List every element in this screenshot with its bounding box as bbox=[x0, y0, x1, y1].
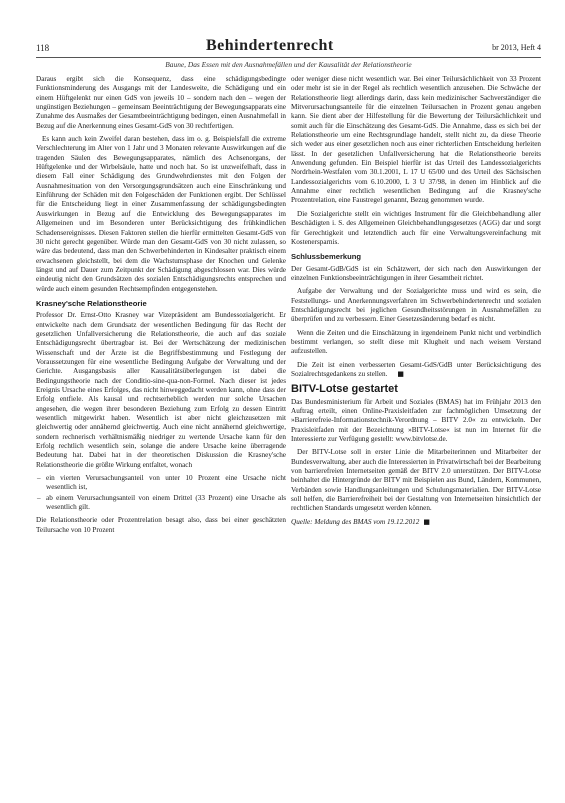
paragraph: Aufgabe der Verwaltung und der Sozialgerichte muss und wird es sein, die Feststellungs- und Anerkennungsverfahren im Schwerbehindertenrecht und sozialen Entschädigungsrecht bei jeglichen Gesundheitsstörungen in Ausnahmefällen zu überprüfen und zu verbessern. Einer Gesetzesänderung bedarf es nicht. bbox=[291, 287, 541, 324]
page-header bbox=[36, 39, 541, 58]
paragraph: Es kann auch kein Zweifel daran bestehen, dass im o. g. Beispielsfall die extreme Verschlechterung im Alter von 1 Jahr und 3 Monaten relevante Auswirkungen auf die tragenden Säulen des Bewegungsapparates, nämlich des Achsenorgans, der Hüftgelenke und der Wirbelsäule, hatte und noch hat. So ist unzweifelhaft, dass in diesem Fall einer Schädigung des Grundwehrdienstes mit den Folgen der Ausnahmesituation von den Versorgungsgrundsätzen auch eine Einschränkung und Einführung der Schäden mit den Folgeschäden der Funktionen ergibt. Der Schlüssel für die Entscheidung liegt in einer Zusammenfassung der schädigungsbedingten Auswirkungen in Bezug auf die Entwicklung des Bewegungsapparates im Allgemeinen und im Besonderen unter Berücksichtigung des frühkindlichen Schadensereignisses. Diesen Faktoren stellen die hierfür ermittelten Gesamt-GdS von 30 nicht gerecht gegenüber. Würde man den Gesamt-GdS von 30 nicht zulassen, so wäre das bedeutend, dass man den Schwerbehinderten in Kindesalter praktisch einem erwachsenen gleichstellt, bei dem die Wachstumsphase der Knochen und Gelenke längst und auf Dauer zum Zeitpunkt der Schädigung abgeschlossen war. Dies würde eindeutig nicht den Grundsätzen des sozialen Entschädigungsrechts entsprechen und würde auch einem gesunden Rechtsempfinden entgegenstehen. bbox=[36, 135, 286, 293]
paragraph: Wenn die Zeiten und die Einschätzung in irgendeinem Punkt nicht und verbindlich bestimmt verlangen, so stellt diese mit Klugheit und nach weisem Verstand aufzustellen. bbox=[291, 328, 541, 356]
paragraph: Daraus ergibt sich die Konsequenz, dass eine schädigungsbedingte Funktionsminderung des Ausgangs mit der Landesweite, die Schädigung und ein einem Hüftgelenkt nur einen GdS von jeweils 10 – sondern nach den – wegen der ungünstigen Beziehungen – gemeinsam Beeinträchtigung der Bewegungsapparats eine Zunahme des Ausmaßes der Gesamtbeeinträchtigung bedingen, einen Ausnahmefall in Bezug auf die Anerkennung eines Gesamt-GdS von 30 rechtfertigen. bbox=[36, 75, 286, 130]
running-head: Baune, Das Essen mit den Ausnahmefällen und der Kausalität der Relationstheorie bbox=[165, 60, 412, 69]
bullet-list bbox=[36, 474, 286, 512]
paragraph: Die Sozialgerichte stellt ein wichtiges Instrument für die Gleichbehandlung aller Beschädigten i. S. des Allgemeinen Gleichbehandlungsgesetzes (AGG) dar und sorgt für Gerechtigkeit und letztendlich auch für eine Verwaltungsvereinfachung mit Kostenersparnis. bbox=[291, 209, 541, 246]
left-column bbox=[36, 75, 286, 539]
end-mark-icon: ■ bbox=[423, 517, 430, 526]
paragraph: Professor Dr. Ernst-Otto Krasney war Vizepräsident am Bundessozialgericht. Er entwickelte nach dem Grundsatz der wesentlichen Bedingung für das Recht der gesetzlichen Unfallversicherung die Relationstheorie, die auch auf das soziale Entschädigungsrecht übertragbar ist. Bei der Wertschätzung der medizinischen Wissenschaft und der Ärzte ist die Begriffsbestimmung und Festlegung der Voraussetzungen für eine wesentliche Bedingung Aufgabe der Verwaltung und der Gerichte. Ausgangsbasis aller Kausalitätsüberlegungen ist dabei die Bedingungstheorie nach der Conditio-sine-qua-non-Formel. Nach dieser ist jedes Ereignis Ursache eines Erfolges, das nicht hinweggedacht werden kann, ohne dass der Erfolg entfiele. Als kausal und rechtserheblich werden nur solche Ursachen angesehen, die wegen ihrer besonderen Beziehung zum Erfolg zu dessen Eintritt wesentlich mitgewirkt haben. Wesentlich ist aber nicht gleichzusetzen mit gleichwertig oder annähernd gleichwertig. Auch eine nicht annähernd gleichwertige, sondern rechnerisch verhältnismäßig niedriger zu wertende Ursache kann für den Erfolg rechtlich wesentlich sein, solange die andere Ursache keine überragende Bedeutung hat. Dabei hat in der theoretischen Diskussion die Krasney'sche Relationstheorie die größte Wirkung entfaltet, wonach bbox=[36, 311, 286, 469]
paragraph: Das Bundesministerium für Arbeit und Soziales (BMAS) hat im Frühjahr 2013 den Auftrag erteilt, einen Online-Praxisleitfaden zur fachmöglichen Umsetzung der »Barrierefreie-Informationstechnik-Verordnung – BITV 2.0« zu entwickeln. Der Praxisleitfaden mit der Bezeichnung »BITV-Lotse« ist nun im Internet für die Interessierte zur Verfügung gestellt: www.bitvlotse.de. bbox=[291, 397, 541, 444]
paragraph-text: Die Zeit ist einen verbesserten Gesamt-GdS/GdB unter Berücksichtigung des Sozialrechtsgedankens zu stellen. bbox=[291, 360, 541, 378]
paragraph-with-endmark bbox=[291, 361, 541, 380]
section-heading: Schlussbemerkung bbox=[291, 252, 362, 262]
paragraph: oder weniger diese nicht wesentlich war. Bei einer Teilursächlichkeit von 33 Prozent oder mehr ist sie in der Regel als rechtlich wesentlich anzusehen. Die Schwäche der Relationstheorie liegt allerdings darin, dass kein medizinischer Sachverständiger die Mitverursachungsanteile für die einzelnen Teilursachen in Prozent genau angeben kann. Sie dient aber der Hilfestellung für die Bewertung der Teilursächlichkeit und somit auch für die Einschätzung des Gesamt-GdS. Die Annahme, dass es sich bei der Relationstheorie um eine Rechtsgrundlage handelt, stellt nicht zu, da diese Theorie sich weder aus einer gesetzlichen noch aus einer richterlichen Entscheidung herleiten lässt. In der gesetzlichen Unfallversicherung hat die Relationstheorie bereits Anwendung gefunden. Ein Beispiel hierfür ist das Urteil des Landessozialgerichts Nordrhein-Westfalen vom 30.1.2001, L 17 U 65/00 und des Urteil des Sächsischen Landessozialgerichts vom 6.10.2000, L 3 U 37/98, in denen im Hinblick auf die Annahme einer rechtlich wesentlichen Bedingung auf die Krasney'sche Prozentrelation, eine Faustregel genannt, Bezug genommen wurde. bbox=[291, 75, 541, 205]
paragraph: Die Relationstheorie oder Prozentrelation besagt also, dass bei einer geschätzten Teilursache von 10 Prozent bbox=[36, 516, 286, 534]
paragraph: Der BITV-Lotse soll in erster Linie die Mitarbeiterinnen und Mitarbeiter der Bundesverwaltung, aber auch die Interessierten in Privatwirtschaft bei der Bearbeitung von barrierefreien Internetseiten gemäß der BITV 2.0 unterstützen. Der BITV-Lotse beinhaltet die Hintergründe der BITV mit Beispielen aus Bund, Ländern, Kommunen, Verbänden sowie Handlungsanleitungen und Schulungsmaterialien. Der BITV-Lotse soll helfen, die Barrierefreiheit bei der Gestaltung von Internetseiten hinsichtlich der rechtlichen Standards umgesetzt werden können. bbox=[291, 448, 541, 513]
paragraph: Der Gesamt-GdB/GdS ist ein Schätzwert, der sich nach den Auswirkungen der einzelnen Funktionsbeeinträchtigungen in ihrer Gesamtheit richtet. bbox=[291, 264, 541, 282]
issue-label: br 2013, Heft 4 bbox=[492, 43, 541, 52]
list-item: – ab einem Verursachungsanteil von einem Drittel (33 Prozent) eine Ursache als wesentlich gilt. bbox=[46, 494, 286, 513]
source-text: Quelle: Meldung des BMAS vom 19.12.2012 bbox=[291, 517, 420, 526]
end-mark-icon: ■ bbox=[397, 369, 405, 378]
section-heading: Krasney'sche Relationstheorie bbox=[36, 298, 147, 308]
source-line bbox=[291, 518, 541, 527]
page-number: 118 bbox=[36, 43, 50, 53]
right-column bbox=[291, 75, 541, 531]
list-item: – ein vierten Verursachungsanteil von unter 10 Prozent eine Ursache nicht wesentlich ist, bbox=[46, 474, 286, 493]
article-heading: BITV-Lotse gestartet bbox=[291, 383, 398, 396]
journal-title: Behindertenrecht bbox=[206, 37, 334, 54]
